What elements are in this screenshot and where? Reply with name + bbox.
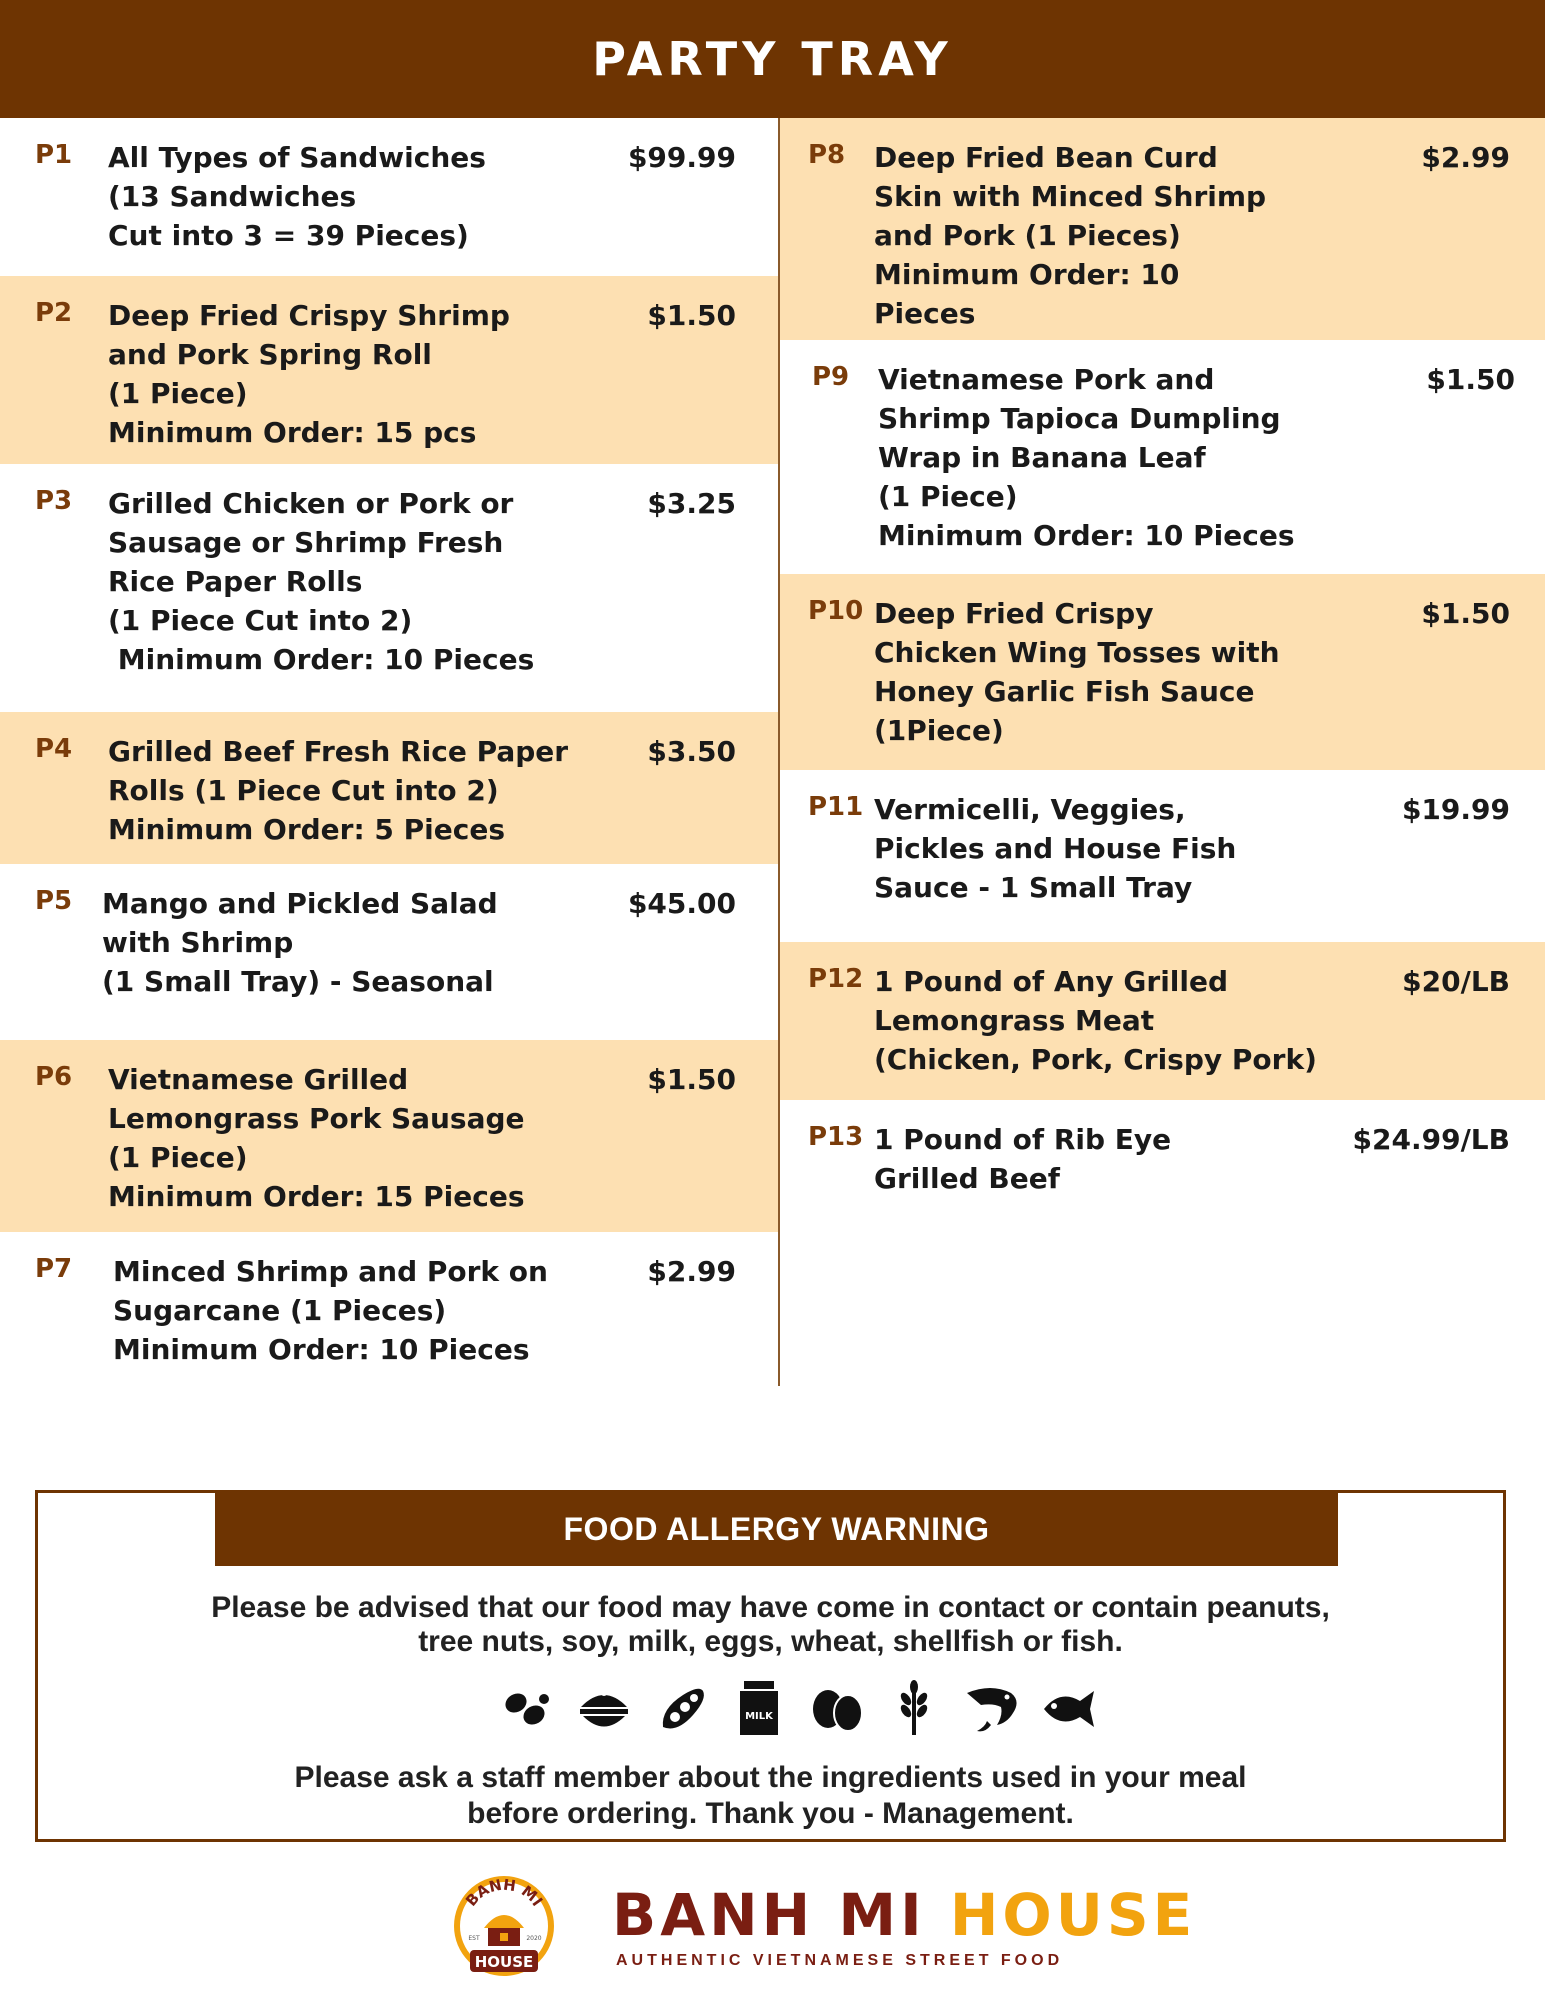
item-description: [108, 296, 510, 452]
item-description-line: Grilled Beef Fresh Rice Paper: [108, 735, 569, 768]
item-code: P2: [35, 298, 73, 328]
item-description-line: Minimum Order: 15 Pieces: [108, 1180, 525, 1213]
item-price: $2.99: [1421, 141, 1510, 174]
item-description-line: with Shrimp: [102, 926, 294, 959]
item-description-line: Rolls (1 Piece Cut into 2): [108, 774, 499, 807]
brand-tagline: AUTHENTIC VIETNAMESE STREET FOOD: [616, 1952, 1064, 1969]
item-description-line: Deep Fried Crispy Shrimp: [108, 299, 510, 332]
item-price: $45.00: [627, 887, 736, 920]
item-description: [108, 732, 568, 849]
item-description-line: Cut into 3 = 39 Pieces): [108, 219, 469, 252]
item-price: $99.99: [627, 141, 736, 174]
item-code: P9: [812, 362, 850, 392]
item-code: P3: [35, 486, 73, 516]
item-description-line: and Pork Spring Roll: [108, 338, 432, 371]
tree-nuts-icon: [575, 1679, 633, 1737]
item-price: $3.25: [647, 487, 736, 520]
item-description-line: (1 Piece): [108, 377, 248, 410]
item-description: [874, 1120, 1171, 1198]
item-description-line: Chicken Wing Tosses with: [874, 636, 1280, 669]
item-description-line: (1 Piece Cut into 2): [108, 604, 413, 637]
shellfish-icon: [963, 1679, 1021, 1737]
item-description-line: Minimum Order: 10 Pieces: [108, 643, 535, 676]
soy-icon: [653, 1679, 711, 1737]
item-description-line: Rice Paper Rolls: [108, 565, 363, 598]
item-description-line: Minimum Order: 5 Pieces: [108, 813, 506, 846]
menu-item-p3: [0, 464, 778, 712]
item-description-line: Sausage or Shrimp Fresh: [108, 526, 504, 559]
item-code: P8: [808, 140, 846, 170]
milk-label: MILK: [745, 1711, 774, 1722]
item-description-line: Sugarcane (1 Pieces): [113, 1294, 447, 1327]
item-price: $24.99/LB: [1352, 1123, 1510, 1156]
item-description-line: Honey Garlic Fish Sauce: [874, 675, 1255, 708]
item-description-line: Deep Fried Bean Curd: [874, 141, 1218, 174]
peanuts-icon: [498, 1679, 556, 1737]
item-code: P12: [808, 964, 864, 994]
menu-item-p8: [780, 118, 1545, 340]
menu-item-p7: [0, 1232, 778, 1386]
menu-item-p13: [780, 1100, 1545, 1210]
item-code: P11: [808, 792, 864, 822]
item-description-line: Deep Fried Crispy: [874, 597, 1154, 630]
badge-bottom-text: HOUSE: [474, 1953, 534, 1971]
item-description: [108, 484, 534, 679]
badge-year-text: 2020: [526, 1935, 542, 1942]
item-description-line: Minimum Order: 10: [874, 258, 1180, 291]
menu-item-p11: [780, 770, 1545, 942]
item-price: $1.50: [1426, 363, 1515, 396]
item-description-line: Pieces: [874, 297, 976, 330]
item-description-line: Lemongrass Meat: [874, 1004, 1155, 1037]
brand-word-house: HOUSE: [949, 1881, 1197, 1949]
menu-item-p6: [0, 1040, 778, 1232]
item-code: P6: [35, 1062, 73, 1092]
item-description-line: (1 Piece): [108, 1141, 248, 1174]
item-description-line: (1Piece): [874, 714, 1004, 747]
badge-est-text: EST: [468, 1935, 480, 1942]
menu-item-p10: [780, 574, 1545, 770]
menu-item-p12: [780, 942, 1545, 1100]
allergy-title-bar: [215, 1493, 1338, 1566]
item-description-line: 1 Pound of Any Grilled: [874, 965, 1229, 998]
badge-top-text: BANH MI: [462, 1875, 547, 1910]
menu-item-p9: [780, 340, 1545, 574]
item-price: $1.50: [647, 1063, 736, 1096]
item-description-line: Vietnamese Grilled: [108, 1063, 409, 1096]
brand-word-banh-mi: BANH MI: [612, 1881, 926, 1949]
item-description-line: Minimum Order: 10 Pieces: [878, 519, 1295, 552]
allergen-icons: [498, 1675, 1098, 1741]
item-description-line: (Chicken, Pork, Crispy Pork): [874, 1043, 1317, 1076]
item-description-line: Shrimp Tapioca Dumpling: [878, 402, 1281, 435]
menu-item-p5: [0, 864, 778, 1040]
allergy-warning-box: [35, 1490, 1506, 1842]
item-description-line: (1 Small Tray) - Seasonal: [102, 965, 494, 998]
item-description: [874, 962, 1317, 1079]
menu-item-p2: [0, 276, 778, 464]
item-description: [108, 138, 486, 255]
allergy-text-line-2: tree nuts, soy, milk, eggs, wheat, shellfish or fish.: [418, 1625, 1123, 1658]
item-description-line: (13 Sandwiches: [108, 180, 357, 213]
item-description-line: Pickles and House Fish: [874, 832, 1237, 865]
item-code: P4: [35, 734, 73, 764]
item-price: $2.99: [647, 1255, 736, 1288]
item-description-line: Minced Shrimp and Pork on: [113, 1255, 548, 1288]
menu-item-p4: [0, 712, 778, 864]
allergy-text-line-1: Please be advised that our food may have come in contact or contain peanuts,: [211, 1591, 1330, 1624]
item-code: P1: [35, 140, 73, 170]
item-description: [874, 138, 1266, 333]
item-price: $1.50: [1421, 597, 1510, 630]
menu-item-p1: [0, 118, 778, 276]
item-description-line: Vietnamese Pork and: [878, 363, 1215, 396]
item-description-line: All Types of Sandwiches: [108, 141, 486, 174]
eggs-icon: [808, 1679, 866, 1737]
header-bar: [0, 0, 1545, 118]
item-description: [102, 884, 498, 1001]
item-description-line: Grilled Beef: [874, 1162, 1060, 1195]
item-description-line: Mango and Pickled Salad: [102, 887, 498, 920]
item-price: $1.50: [647, 299, 736, 332]
item-description: [874, 594, 1280, 750]
page-title: PARTY TRAY: [592, 32, 953, 86]
item-description-line: Wrap in Banana Leaf: [878, 441, 1206, 474]
item-code: P7: [35, 1254, 73, 1284]
allergy-text-line-4: before ordering. Thank you - Management.: [467, 1797, 1074, 1830]
item-price: $20/LB: [1402, 965, 1510, 998]
brand-wordmark: [612, 1882, 1196, 1948]
item-code: P10: [808, 596, 864, 626]
item-code: P5: [35, 886, 73, 916]
item-description: [878, 360, 1295, 555]
banh-mi-house-badge-logo: [450, 1872, 558, 1980]
item-description-line: Grilled Chicken or Pork or: [108, 487, 514, 520]
item-description: [113, 1252, 548, 1369]
item-description: [108, 1060, 525, 1216]
item-price: $3.50: [647, 735, 736, 768]
brand-footer: [440, 1872, 1197, 1982]
fish-icon: [1040, 1679, 1098, 1737]
item-description-line: Skin with Minced Shrimp: [874, 180, 1267, 213]
item-price: $19.99: [1401, 793, 1510, 826]
item-code: P13: [808, 1122, 864, 1152]
allergy-text-line-3: Please ask a staff member about the ingredients used in your meal: [294, 1761, 1247, 1794]
item-description-line: Minimum Order: 15 pcs: [108, 416, 477, 449]
item-description-line: and Pork (1 Pieces): [874, 219, 1181, 252]
allergy-title: FOOD ALLERGY WARNING: [563, 1511, 990, 1547]
wheat-icon: [885, 1679, 943, 1737]
item-description-line: Sauce - 1 Small Tray: [874, 871, 1193, 904]
item-description: [874, 790, 1236, 907]
milk-icon: [730, 1679, 788, 1737]
item-description-line: Vermicelli, Veggies,: [874, 793, 1186, 826]
item-description-line: Lemongrass Pork Sausage: [108, 1102, 525, 1135]
item-description-line: (1 Piece): [878, 480, 1018, 513]
item-description-line: 1 Pound of Rib Eye: [874, 1123, 1172, 1156]
item-description-line: Minimum Order: 10 Pieces: [113, 1333, 530, 1366]
